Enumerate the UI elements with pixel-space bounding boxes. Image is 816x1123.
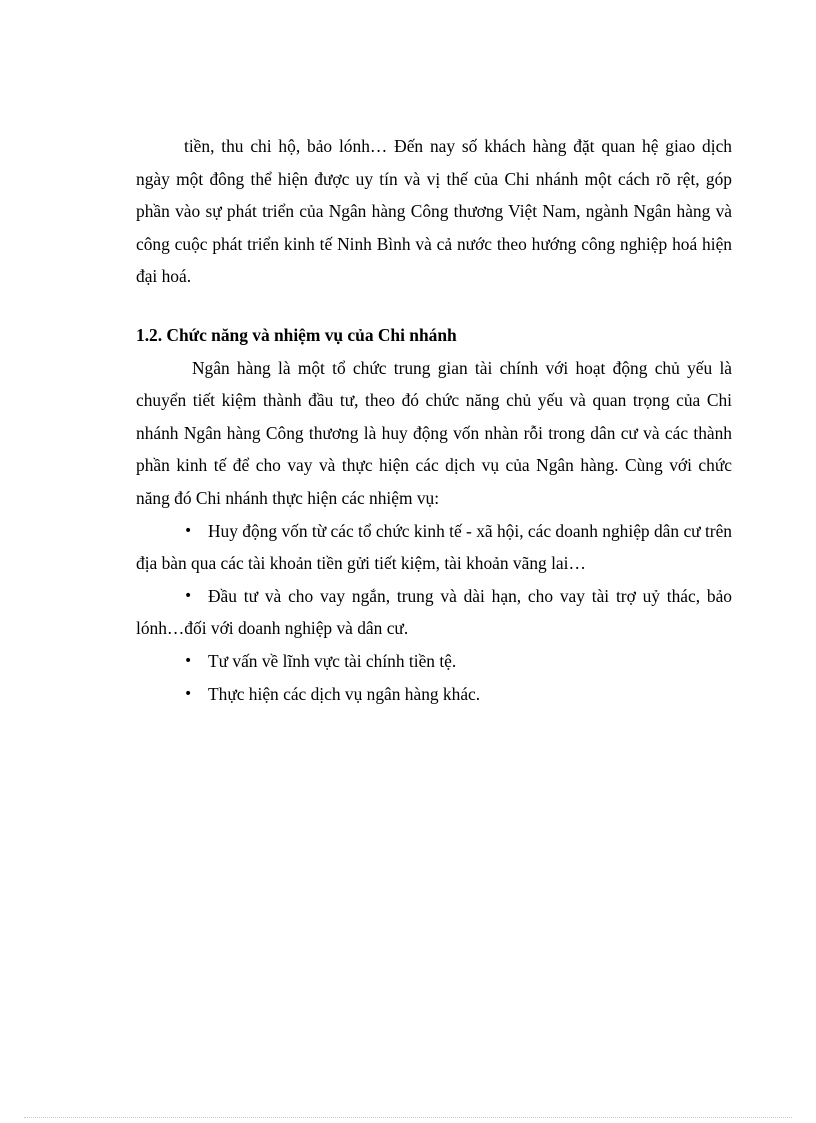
body-paragraph-continuation: tiền, thu chi hộ, bảo lónh… Đến nay số khách hàng đặt quan hệ giao dịch ngày một đông thể hiện được uy tín và vị thế của Chi nhánh một cách rõ rệt, góp phần vào sự phát triển của Ngân hàng Công thương Việt Nam, ngành Ngân hàng và công cuộc phát triển kinh tế Ninh Bình và cả nước theo hướng công nghiệp hoá hiện đại hoá. (136, 136, 732, 287)
section-heading: 1.2. Chức năng và nhiệm vụ của Chi nhánh (136, 324, 457, 345)
document-body (136, 130, 732, 710)
bullet-icon: • (184, 652, 193, 669)
page-bottom-divider (24, 1117, 792, 1118)
duties-list (136, 515, 732, 711)
list-item (136, 580, 732, 645)
bullet-icon: • (184, 587, 193, 604)
list-item-text: Huy động vốn từ các tổ chức kinh tế - xã hội, các doanh nghiệp dân cư trên địa bàn qua các tài khoản tiền gửi tiết kiệm, tài khoản vãng lai… (136, 520, 732, 574)
list-item-text: Thực hiện các dịch vụ ngân hàng khác. (208, 683, 481, 704)
bullet-icon: • (184, 685, 193, 702)
list-item-text: Tư vấn về lĩnh vực tài chính tiền tệ. (208, 650, 457, 671)
list-item-text: Đầu tư và cho vay ngắn, trung và dài hạn, cho vay tài trợ uỷ thác, bảo lónh…đối với doanh nghiệp và dân cư. (136, 585, 732, 639)
bullet-icon: • (184, 522, 193, 539)
list-item (136, 645, 732, 678)
list-item (136, 678, 732, 711)
body-paragraph-functions: Ngân hàng là một tổ chức trung gian tài chính với hoạt động chủ yếu là chuyển tiết kiệm thành đầu tư, theo đó chức năng chủ yếu và quan trọng của Chi nhánh Ngân hàng Công thương là huy động vốn nhàn rỗi trong dân cư và các thành phần kinh tế để cho vay và thực hiện các dịch vụ của Ngân hàng. Cùng với chức năng đó Chi nhánh thực hiện các nhiệm vụ: (136, 357, 732, 508)
list-item (136, 515, 732, 580)
